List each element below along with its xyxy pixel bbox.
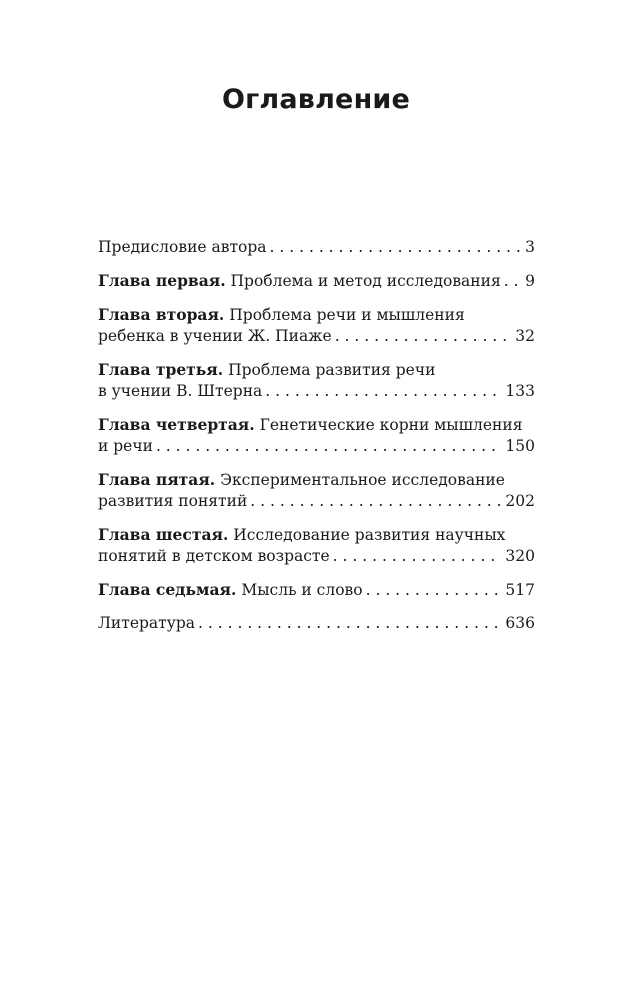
chapter-label: Глава седьмая.: [98, 580, 237, 599]
dot-leader: [156, 436, 501, 457]
toc-page-number: 636: [505, 614, 535, 632]
toc-entry-text: Экспериментальное исследование: [220, 471, 505, 489]
toc-entry-text-continued: развития понятий: [98, 492, 248, 510]
toc-page-number: 9: [525, 272, 535, 290]
toc-entry-chapter-7[interactable]: [98, 579, 535, 601]
toc-entry-text: Литература: [98, 614, 196, 632]
toc-entry-text: Мысль и слово: [241, 581, 363, 599]
chapter-label: Глава первая.: [98, 271, 226, 290]
toc-page-number: 320: [505, 547, 535, 565]
toc-entry-chapter-2[interactable]: [98, 304, 535, 347]
dot-leader: [335, 326, 512, 347]
toc-entry-chapter-1[interactable]: [98, 270, 535, 292]
chapter-label: Глава шестая.: [98, 525, 229, 544]
toc-page-number: 517: [505, 581, 535, 599]
toc-page-number: 3: [525, 238, 535, 256]
toc-entry-text-continued: и речи: [98, 437, 153, 455]
chapter-label: Глава пятая.: [98, 470, 216, 489]
toc-page-number: 133: [505, 382, 535, 400]
toc-entry-bibliography[interactable]: [98, 613, 535, 634]
toc-entry-chapter-4[interactable]: [98, 414, 535, 457]
chapter-label: Глава четвертая.: [98, 415, 255, 434]
chapter-label: Глава третья.: [98, 360, 224, 379]
toc-page-number: 150: [505, 437, 535, 455]
toc-entry-text-continued: в учении В. Штерна: [98, 382, 263, 400]
dot-leader: [270, 237, 522, 258]
dot-leader: [265, 381, 501, 402]
toc-entry-text-continued: ребенка в учении Ж. Пиаже: [98, 327, 332, 345]
toc-entry-text: Проблема и метод исследования: [230, 272, 501, 290]
dot-leader: [366, 580, 502, 601]
toc-entry-text: Исследование развития научных: [233, 526, 506, 544]
page-title: Оглавление: [221, 84, 411, 115]
dot-leader: [198, 613, 501, 634]
toc-entry-chapter-5[interactable]: [98, 469, 535, 512]
dot-leader: [250, 491, 501, 512]
table-of-contents: [98, 237, 535, 634]
toc-entry-text: Генетические корни мышления: [259, 416, 523, 434]
dot-leader: [504, 271, 521, 292]
toc-entry-text: Проблема развития речи: [228, 361, 436, 379]
toc-entry-chapter-6[interactable]: [98, 524, 535, 567]
toc-entry-preface[interactable]: [98, 237, 535, 258]
toc-entry-text: Предисловие автора: [98, 238, 267, 256]
dot-leader: [333, 546, 502, 567]
toc-page-number: 32: [515, 327, 535, 345]
toc-entry-text: Проблема речи и мышления: [229, 306, 465, 324]
toc-entry-text-continued: понятий в детском возрасте: [98, 547, 330, 565]
toc-entry-chapter-3[interactable]: [98, 359, 535, 402]
toc-page-number: 202: [505, 492, 535, 510]
chapter-label: Глава вторая.: [98, 305, 225, 324]
